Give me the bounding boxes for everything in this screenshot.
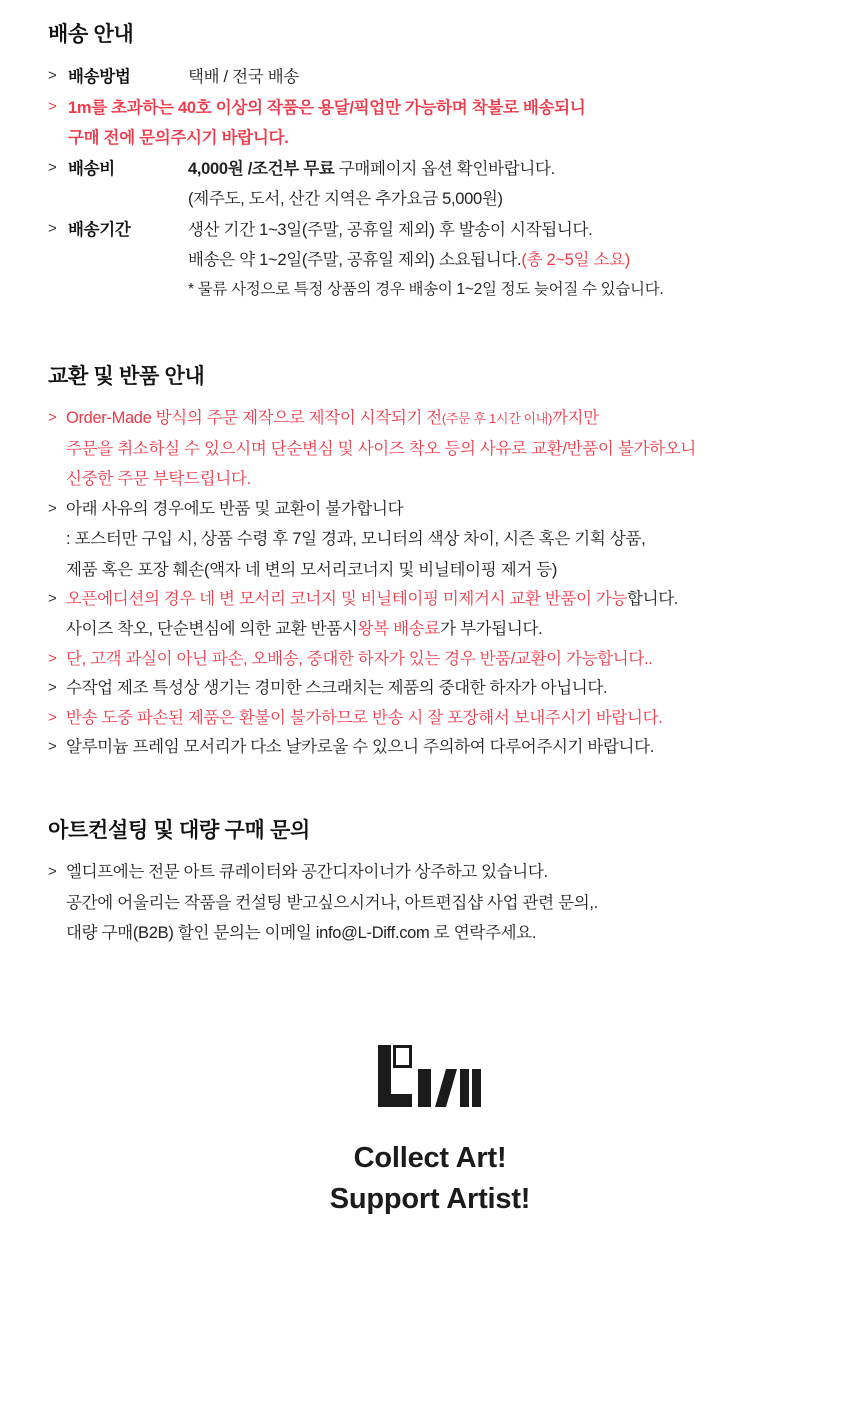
shipping-notice-line1: 1m를 초과하는 40호 이상의 작품은 용달/픽업만 가능하며 착불로 배송되니 bbox=[68, 98, 586, 117]
shipping-notice-line2: 구매 전에 문의주시기 바랍니다. bbox=[68, 129, 289, 148]
exchange-item1-text-a: Order-Made 방식의 주문 제작으로 제작이 시작되기 전 bbox=[66, 409, 442, 428]
exchange-item3-tail: 합니다. bbox=[627, 590, 679, 609]
footer-logo-wrap bbox=[0, 1045, 860, 1112]
shipping-fee-value-rest: 구매페이지 옵션 확인바랍니다. bbox=[334, 159, 555, 178]
consulting-line1: 엘디프에는 전문 아트 큐레이터와 공간디자이너가 상주하고 있습니다. bbox=[66, 863, 548, 882]
consulting-line3-wrap bbox=[48, 918, 832, 949]
shipping-fee-row bbox=[48, 154, 832, 185]
exchange-item2-line3: 제품 혹은 포장 훼손(액자 네 변의 모서리코너지 및 비닐테이핑 제거 등) bbox=[66, 560, 558, 579]
exchange-item7-text: 알루미늄 프레임 모서리가 다소 날카로울 수 있으니 주의하여 다루어주시기 바랍니다. bbox=[66, 738, 654, 757]
exchange-item3-line2-a: 사이즈 착오, 단순변심에 의한 교환 반품시 bbox=[66, 620, 358, 639]
exchange-item-6 bbox=[48, 704, 832, 733]
shipping-fee-label: 배송비 bbox=[68, 159, 115, 178]
bullet-icon: > bbox=[48, 219, 57, 237]
shipping-period-value: 생산 기간 1~3일(주말, 공휴일 제외) 후 발송이 시작됩니다. bbox=[188, 220, 593, 239]
shipping-notice-row bbox=[48, 93, 832, 124]
exchange-item1-line3: 신중한 주문 부탁드립니다. bbox=[66, 470, 251, 489]
exchange-item2-line2: : 포스터만 구입 시, 상품 수령 후 7일 경과, 모니터의 색상 차이, 시즌 혹은 기획 상품, bbox=[66, 530, 646, 549]
exchange-item1-line2-wrap bbox=[48, 434, 832, 465]
exchange-item1-text-b: 까지만 bbox=[551, 409, 599, 428]
l-diff-logo-icon bbox=[378, 1045, 482, 1107]
shipping-section bbox=[0, 0, 860, 304]
exchange-item1-line2: 주문을 취소하실 수 있으시며 단순변심 및 사이즈 착오 등의 사유로 교환/반품이 불가하오니 bbox=[66, 439, 697, 458]
exchange-item1-paren: (주문 후 1시간 이내) bbox=[441, 411, 552, 427]
exchange-title: 교환 및 반품 안내 bbox=[48, 365, 205, 389]
tagline-line-1: Collect Art! bbox=[353, 1141, 507, 1174]
shipping-period-label: 배송기간 bbox=[68, 220, 131, 239]
exchange-item1-line3-wrap bbox=[48, 464, 832, 495]
exchange-item-5 bbox=[48, 674, 832, 703]
footer-tagline bbox=[0, 1138, 860, 1220]
bullet-icon: > bbox=[48, 590, 57, 608]
exchange-item3-line2-red: 왕복 배송료 bbox=[357, 620, 441, 639]
consulting-section bbox=[0, 762, 860, 948]
exchange-item3-line2-b: 가 부가됩니다. bbox=[440, 620, 543, 639]
exchange-section bbox=[0, 304, 860, 762]
consulting-line2-wrap bbox=[48, 888, 832, 919]
bullet-icon: > bbox=[48, 97, 57, 115]
consulting-title: 아트컨설팅 및 대량 구매 문의 bbox=[48, 819, 310, 843]
bullet-icon: > bbox=[48, 649, 57, 667]
shipping-method-row bbox=[48, 62, 832, 93]
shipping-period-row bbox=[48, 215, 832, 246]
exchange-item-4 bbox=[48, 645, 832, 674]
exchange-item-1 bbox=[48, 404, 832, 433]
exchange-item-3 bbox=[48, 585, 832, 614]
bullet-icon: > bbox=[48, 67, 57, 84]
bullet-icon: > bbox=[48, 158, 57, 176]
bullet-icon: > bbox=[48, 679, 57, 697]
exchange-item2-text: 아래 사유의 경우에도 반품 및 교환이 불가합니다 bbox=[66, 499, 404, 518]
shipping-title: 배송 안내 bbox=[48, 23, 134, 46]
shipping-method-value: 택배 / 전국 배송 bbox=[188, 68, 299, 86]
tagline-line-2: Support Artist! bbox=[329, 1182, 531, 1215]
bullet-icon: > bbox=[48, 409, 57, 427]
exchange-item4-text: 단, 고객 과실이 아닌 파손, 오배송, 중대한 하자가 있는 경우 반품/교환이 가능합니다.. bbox=[66, 649, 653, 668]
consulting-line2: 공간에 어울리는 작품을 컨설팅 받고싶으시거나, 아트편집샵 사업 관련 문의,. bbox=[66, 893, 598, 912]
exchange-item2-line3-wrap bbox=[48, 555, 832, 586]
shipping-fee-value-strong: 4,000원 /조건부 무료 bbox=[188, 159, 335, 178]
shipping-fee-note-wrap bbox=[48, 184, 832, 215]
shipping-method-label: 배송방법 bbox=[68, 68, 131, 86]
exchange-item-2 bbox=[48, 495, 832, 524]
shipping-period-line3-wrap bbox=[48, 276, 832, 305]
consulting-line3: 대량 구매(B2B) 할인 문의는 이메일 info@L-Diff.com 로 연락주세요. bbox=[66, 924, 537, 943]
shipping-period-line2-red: (총 2~5일 소요) bbox=[521, 251, 630, 270]
bullet-icon: > bbox=[48, 499, 57, 517]
shipping-period-line2-wrap bbox=[48, 245, 832, 276]
shipping-period-line3: * 물류 사정으로 특정 상품의 경우 배송이 1~2일 정도 늦어질 수 있습니다. bbox=[188, 280, 664, 298]
exchange-item-7 bbox=[48, 733, 832, 762]
exchange-item3-line2-wrap bbox=[48, 614, 832, 645]
exchange-item2-line2-wrap bbox=[48, 524, 832, 555]
bullet-icon: > bbox=[48, 863, 57, 881]
exchange-item6-text: 반송 도중 파손된 제품은 환불이 불가하므로 반송 시 잘 포장해서 보내주시기 바랍니다. bbox=[66, 708, 663, 727]
consulting-item-1 bbox=[48, 858, 832, 887]
shipping-period-line2-a: 배송은 약 1~2일(주말, 공휴일 제외) 소요됩니다. bbox=[188, 251, 522, 270]
shipping-notice-line2-wrap bbox=[48, 123, 832, 154]
bullet-icon: > bbox=[48, 708, 57, 726]
exchange-item3-red: 오픈에디션의 경우 네 변 모서리 코너지 및 비닐테이핑 미제거시 교환 반품이 가능 bbox=[66, 590, 628, 609]
exchange-item5-text: 수작업 제조 특성상 생기는 경미한 스크래치는 제품의 중대한 하자가 아닙니다. bbox=[66, 679, 608, 698]
bullet-icon: > bbox=[48, 738, 57, 756]
shipping-fee-note: (제주도, 도서, 산간 지역은 추가요금 5,000원) bbox=[188, 190, 503, 209]
shipping-fee-value bbox=[188, 154, 832, 185]
